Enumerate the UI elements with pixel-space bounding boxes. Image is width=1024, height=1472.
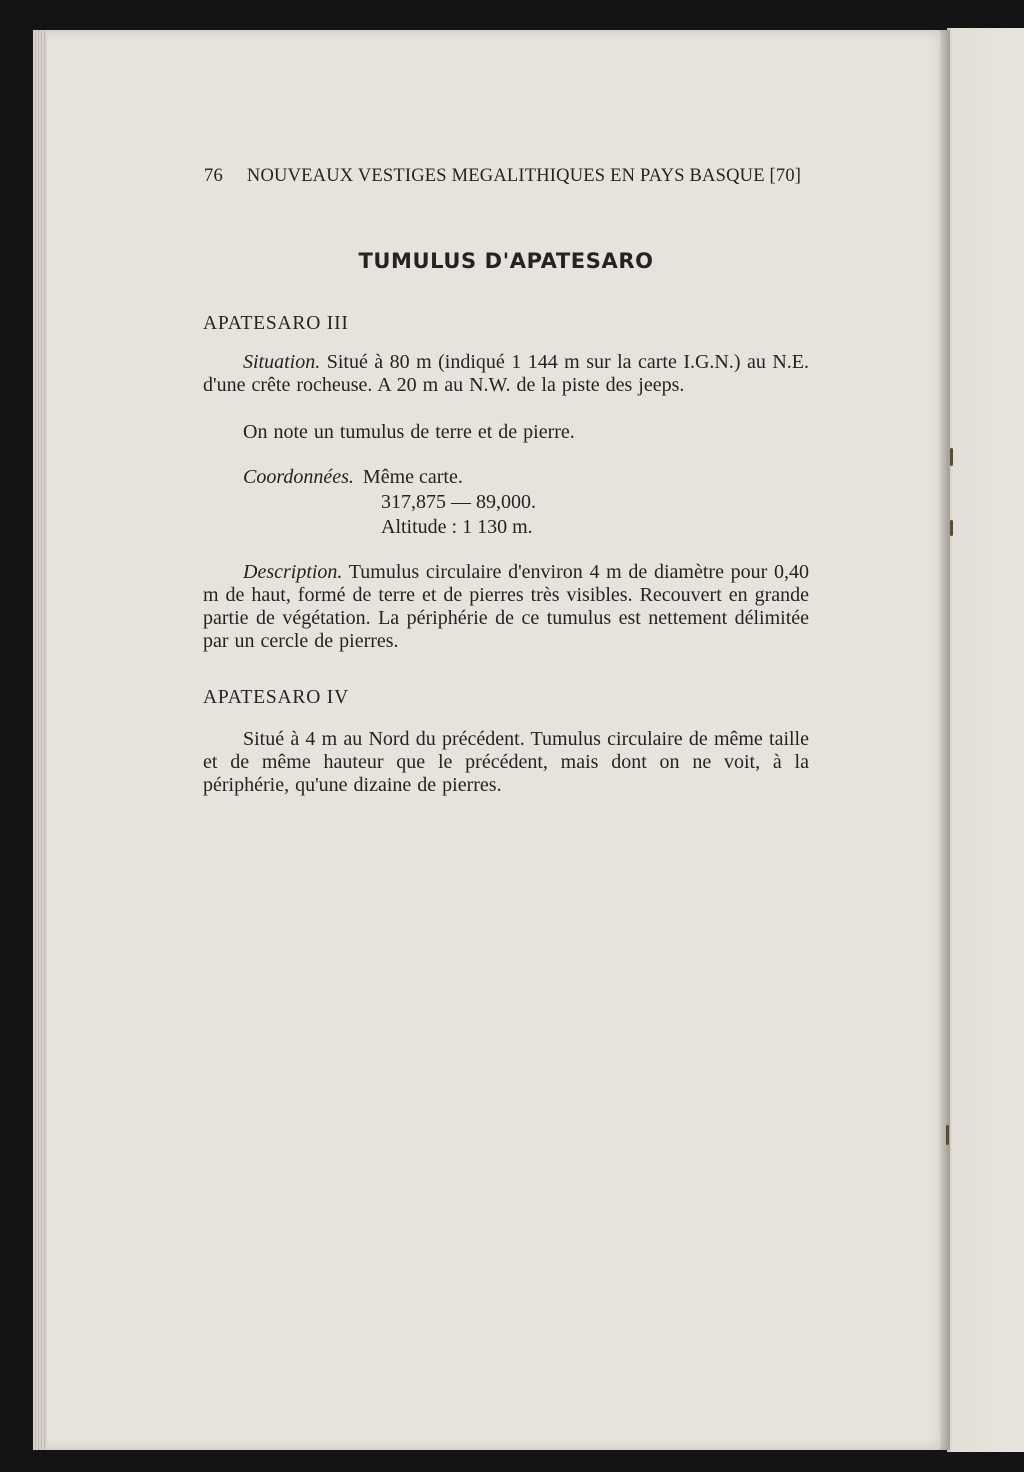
facing-page bbox=[947, 28, 1024, 1452]
description-paragraph bbox=[203, 561, 809, 653]
section-heading-apatesaro-iii: APATESARO III bbox=[203, 313, 349, 334]
altitude: Altitude : 1 130 m. bbox=[381, 516, 533, 538]
book-gutter bbox=[940, 30, 950, 1450]
apatesaro-iv-paragraph bbox=[203, 728, 809, 797]
page-edges bbox=[33, 30, 47, 1450]
note-paragraph bbox=[203, 421, 809, 444]
situation-text: Situé à 80 m (indiqué 1 144 m sur la carte I.G.N.) au N.E. d'une crête rocheuse. A 20 m au N.W. de la piste des jeeps. bbox=[203, 351, 809, 396]
running-header bbox=[204, 166, 801, 187]
bracket-number: [70] bbox=[769, 166, 802, 186]
coordinates-line bbox=[243, 466, 463, 489]
note-text: On note un tumulus de terre et de pierre. bbox=[243, 421, 575, 443]
situation-label: Situation. bbox=[243, 351, 321, 373]
description-text: Tumulus circulaire d'environ 4 m de diamètre pour 0,40 m de haut, formé de terre et de pierres très visibles. Recouvert en grande partie de végétation. La périphérie de ce tumulus est nettement délimitée par un cercle de pierres. bbox=[203, 561, 809, 652]
margin-mark bbox=[950, 448, 953, 466]
description-label: Description. bbox=[243, 561, 343, 583]
apatesaro-iv-text: Situé à 4 m au Nord du précédent. Tumulus circulaire de même taille et de même hauteur que le précédent, mais dont on ne voit, à la périphérie, qu'une dizaine de pierres. bbox=[203, 728, 809, 796]
coordinates-values: 317,875 — 89,000. bbox=[381, 491, 536, 513]
margin-mark bbox=[946, 1125, 949, 1145]
page-number: 76 bbox=[204, 166, 223, 186]
section-heading-apatesaro-iv: APATESARO IV bbox=[203, 687, 349, 708]
margin-mark bbox=[950, 520, 953, 536]
running-title: NOUVEAUX VESTIGES MEGALITHIQUES EN PAYS BASQUE bbox=[246, 166, 765, 186]
coordinates-label: Coordonnées. bbox=[243, 466, 354, 488]
page-title: TUMULUS D'APATESARO bbox=[358, 249, 654, 273]
coordinates-map: Même carte. bbox=[362, 466, 463, 488]
situation-paragraph bbox=[203, 351, 809, 397]
